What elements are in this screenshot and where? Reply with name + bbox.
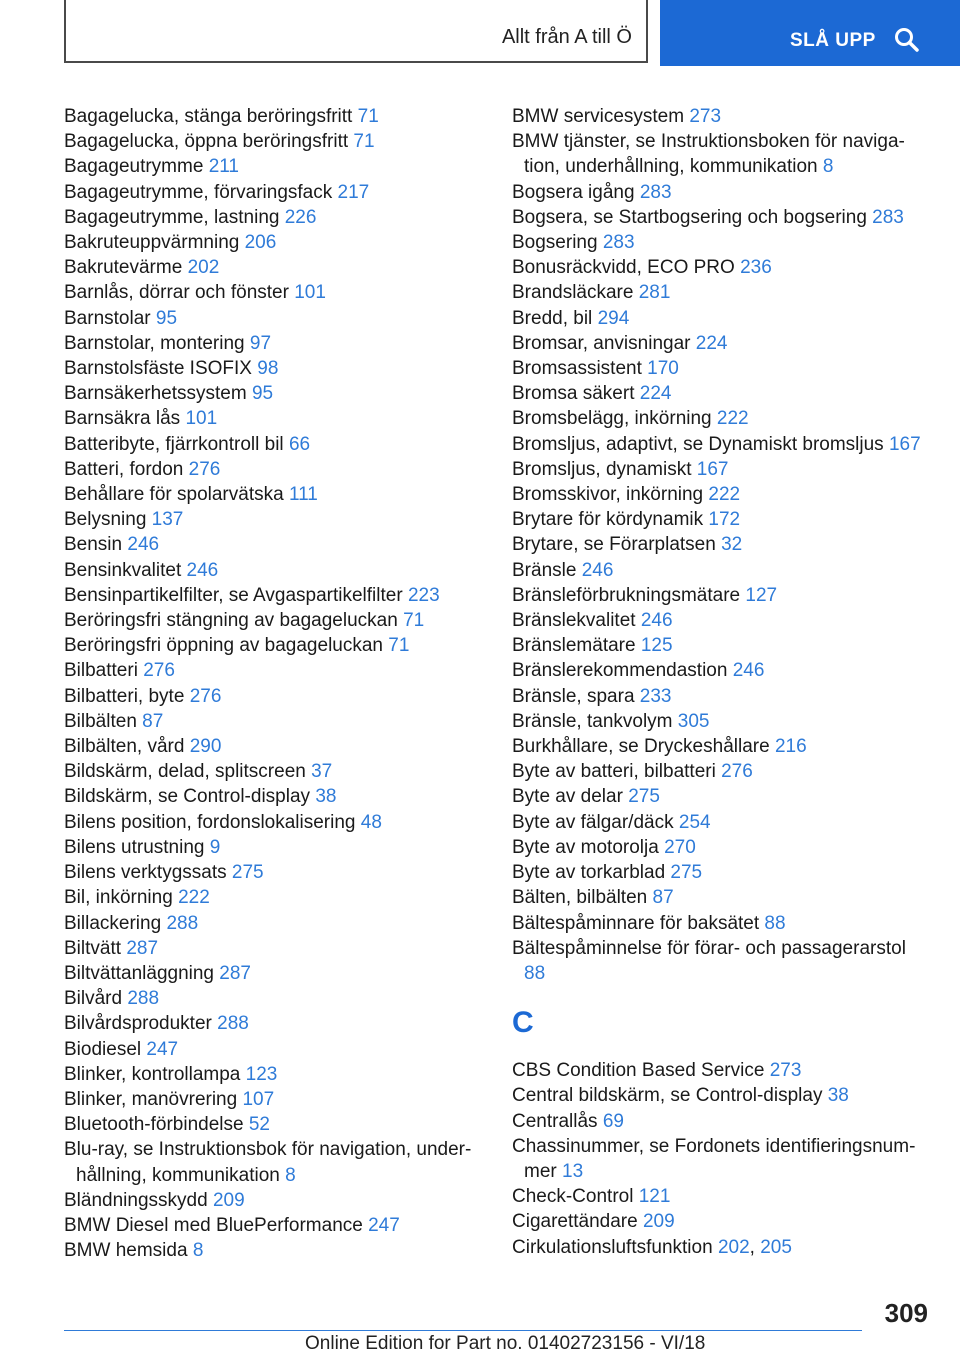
index-entry (64, 1137, 484, 1187)
index-entry (512, 734, 932, 759)
index-page-link[interactable]: 283 (602, 232, 635, 254)
index-entry (512, 1058, 932, 1083)
index-entry-term: Bonusräckvidd, ECO PRO (512, 257, 735, 279)
index-entry (512, 684, 932, 709)
index-page-link[interactable]: 167 (696, 458, 729, 480)
index-page-link[interactable]: 98 (257, 358, 279, 380)
index-page-link[interactable]: 226 (284, 206, 317, 228)
index-entry (64, 734, 484, 759)
index-entry (512, 457, 932, 482)
index-entry-term: Biltvättanläggning (64, 962, 214, 984)
index-page-link[interactable]: 32 (721, 534, 743, 556)
index-entry: Cirkulationsluftsfunktion 202, 205 (512, 1236, 792, 1258)
index-entry (64, 759, 484, 784)
index-page-link[interactable]: 123 (245, 1063, 278, 1085)
index-page-link[interactable]: 202 (717, 1236, 750, 1258)
index-page-link[interactable]: 205 (760, 1236, 792, 1258)
page-number: 309 (884, 1298, 928, 1328)
index-entry (512, 1209, 932, 1234)
index-entry-term: Bilbatteri, byte (64, 685, 185, 707)
index-entry (64, 784, 484, 809)
index-entry-term: Byte av motorolja (512, 836, 659, 858)
index-entry (64, 961, 484, 986)
index-page-link[interactable]: 209 (642, 1211, 675, 1233)
index-entry (512, 936, 932, 986)
index-entry (64, 1112, 484, 1137)
index-page-link[interactable]: 236 (740, 257, 772, 279)
index-entry (512, 129, 932, 179)
index-page-link[interactable]: 288 (217, 1013, 249, 1035)
index-entry (64, 205, 484, 230)
index-entry (64, 230, 484, 255)
index-entry-term: Bogsera igång (512, 181, 635, 203)
index-page-link[interactable]: 276 (721, 761, 753, 783)
index-entry-term: Central bildskärm, se Control-display (512, 1085, 823, 1107)
index-entry (512, 784, 932, 809)
lookup-button[interactable] (660, 0, 960, 66)
index-entry-term: Bromsljus, dynamiskt (512, 458, 692, 480)
index-entry (512, 759, 932, 784)
index-entry-term: Bensin (64, 534, 123, 556)
footer-divider (64, 1330, 862, 1331)
index-entry (512, 1083, 932, 1108)
index-page-link[interactable]: 170 (647, 358, 679, 380)
index-entry-term: Centrallås (512, 1110, 598, 1132)
index-entry-term: Biodiesel (64, 1038, 142, 1060)
index-entry-term: Batteri, fordon (64, 458, 184, 480)
index-entry (64, 633, 484, 658)
index-entry (64, 583, 484, 608)
index-entry-term: Bromsar, anvisningar (512, 332, 691, 354)
index-entry (64, 911, 484, 936)
index-page-link[interactable]: 37 (311, 761, 333, 783)
index-entry-term: Bogsera, se Startbogsering och bogsering (512, 206, 867, 228)
index-page-link[interactable]: 275 (670, 862, 703, 884)
index-page-link[interactable]: 283 (639, 181, 672, 203)
index-entry-term: Bränsle (512, 559, 577, 581)
index-page-link[interactable]: 206 (244, 232, 277, 254)
index-entry-term: Bagageutrymme, lastning (64, 206, 280, 228)
index-column-left (64, 104, 484, 1263)
index-page-link[interactable]: 8 (822, 156, 834, 178)
index-entry-term: Bensinkvalitet (64, 559, 182, 581)
index-entry (512, 205, 932, 230)
index-page-link[interactable]: 254 (678, 811, 711, 833)
index-entry-term: Bildskärm, se Control-display (64, 786, 311, 808)
index-entry (512, 406, 932, 431)
index-entry (512, 558, 932, 583)
index-entry-term: Bildskärm, delad, splitscreen (64, 761, 306, 783)
index-page-link[interactable]: 101 (185, 408, 218, 430)
index-page-link[interactable]: 275 (628, 786, 660, 808)
index-entry (512, 860, 932, 885)
index-entry (64, 885, 484, 910)
index-page-link[interactable]: 71 (403, 610, 425, 632)
index-entry-term: Beröringsfri öppning av bagageluckan (64, 635, 383, 657)
index-entry-term: Bilens position, fordonslokalisering (64, 811, 356, 833)
index-entry (64, 936, 484, 961)
index-page-link[interactable]: 71 (388, 635, 410, 657)
index-entry-term: Bil, inkörning (64, 887, 173, 909)
index-entry-term: Bränsle, tankvolym (512, 710, 673, 732)
index-page-link[interactable]: 273 (689, 106, 722, 127)
index-entry (64, 331, 484, 356)
index-entry (64, 129, 484, 154)
index-entry-term: Bilbälten, vård (64, 736, 185, 758)
index-entry-term: Blinker, kontrollampa (64, 1063, 241, 1085)
index-entry-term: Bensinpartikelfilter, se Avgaspartikelfilter (64, 584, 403, 606)
index-entry (512, 658, 932, 683)
index-page-link[interactable]: 222 (708, 484, 741, 506)
index-entry-term: Behållare för spolarvätska (64, 484, 284, 506)
index-entry-term: BMW hemsida (64, 1240, 188, 1262)
index-entry-term: Bilbälten (64, 710, 137, 732)
index-entry (64, 558, 484, 583)
index-entry (64, 482, 484, 507)
index-entry-term: Cigarettändare (512, 1211, 638, 1233)
index-page-link[interactable]: 246 (186, 559, 219, 581)
search-field-label: Allt från A till Ö (501, 26, 632, 48)
index-page-link[interactable]: 233 (639, 685, 672, 707)
index-page-link[interactable]: 246 (581, 559, 614, 581)
index-entry (64, 1213, 484, 1238)
index-page-link[interactable]: 121 (638, 1186, 671, 1208)
index-entry (512, 180, 932, 205)
index-page-link[interactable]: 270 (664, 836, 696, 858)
index-entry (512, 1184, 932, 1209)
index-page-link[interactable]: 246 (640, 610, 673, 632)
index-entry-term: Barnsäkra lås (64, 408, 181, 430)
index-entry (64, 1037, 484, 1062)
index-entry-term: CBS Condition Based Service (512, 1060, 765, 1082)
index-entry (512, 381, 932, 406)
index-entry (512, 230, 932, 255)
index-entry (64, 280, 484, 305)
index-page-link[interactable]: 216 (774, 736, 807, 758)
index-entry-term: Bagagelucka, stänga beröringsfritt (64, 106, 353, 127)
index-entry-term: Barnstolsfäste ISOFIX (64, 358, 252, 380)
index-section-c (512, 1058, 932, 1260)
index-entry (512, 532, 932, 557)
index-search-field[interactable] (64, 0, 648, 63)
index-entry (64, 154, 484, 179)
index-entry (64, 1238, 484, 1263)
index-page-link[interactable]: 202 (187, 257, 220, 279)
index-entry-term: Check-Control (512, 1186, 634, 1208)
index-page-link[interactable]: 247 (146, 1038, 179, 1060)
index-entry (64, 986, 484, 1011)
index-page-link[interactable]: 52 (248, 1114, 270, 1136)
index-entry-term: Brytare för kördynamik (512, 509, 704, 531)
index-entry (512, 280, 932, 305)
index-entry-term: Blinker, manövrering (64, 1088, 238, 1110)
index-page-link[interactable]: 127 (745, 584, 778, 606)
index-entry-term: Bredd, bil (512, 307, 593, 329)
index-entry (64, 180, 484, 205)
index-page-link[interactable]: 288 (127, 988, 160, 1010)
index-entry-term: Chassinummer, se Fordonets identifieringsnummer (512, 1135, 916, 1182)
index-page-link[interactable]: 101 (294, 282, 326, 304)
index-page-link[interactable]: 71 (353, 131, 375, 153)
index-entry (64, 658, 484, 683)
index-entry-term: Bromsljus, adaptivt, se Dynamiskt bromsljus (512, 433, 884, 455)
index-entry (64, 1011, 484, 1036)
index-entry-term: Byte av batteri, bilbatteri (512, 761, 716, 783)
index-entry (512, 255, 932, 280)
index-entry-term: Bluetooth-förbindelse (64, 1114, 244, 1136)
index-entry-term: Brytare, se Förarplatsen (512, 534, 716, 556)
index-entry-term: Bromsbelägg, inkörning (512, 408, 712, 430)
top-bar (0, 0, 960, 66)
index-entry-term: Byte av fälgar/däck (512, 811, 674, 833)
index-entry-term: Bälten, bilbälten (512, 887, 648, 909)
index-page-link[interactable]: 48 (360, 811, 382, 833)
index-page-link[interactable]: 9 (209, 836, 221, 858)
index-page-link[interactable]: 222 (716, 408, 749, 430)
index-entry-term: Bränsle, spara (512, 685, 635, 707)
search-icon (894, 27, 920, 53)
index-entry (64, 709, 484, 734)
index-page-link[interactable]: 88 (764, 912, 786, 934)
index-entry-term: Brandsläckare (512, 282, 634, 304)
index-entry-term: Bagageutrymme (64, 156, 204, 178)
index-entry-term: Biltvätt (64, 937, 122, 959)
index-page-link[interactable]: 273 (769, 1060, 802, 1082)
index-entry-term: Bilens verktygssats (64, 862, 227, 884)
index-entry-term: Bränslekvalitet (512, 610, 636, 632)
index-entry-term: Bakrutevärme (64, 257, 183, 279)
index-entry (512, 482, 932, 507)
index-entry (512, 608, 932, 633)
index-entry-term: BMW Diesel med BluePerformance (64, 1214, 363, 1236)
index-page-link[interactable]: 217 (337, 181, 370, 203)
index-entry (64, 356, 484, 381)
index-entry-term: Barnstolar (64, 307, 151, 329)
index-entry-term: Bilens utrustning (64, 836, 205, 858)
index-entry (512, 709, 932, 734)
index-page-link[interactable]: 95 (155, 307, 178, 329)
index-entry-term: Belysning (64, 509, 147, 531)
index-page-link[interactable]: 287 (219, 962, 251, 984)
index-entry-term: Bränslemätare (512, 635, 636, 657)
index-entry (512, 432, 932, 457)
index-entry-term: Billackering (64, 912, 162, 934)
index-entry-term: Bältespåminnare för baksätet (512, 912, 760, 934)
index-entry (512, 633, 932, 658)
index-page-link[interactable]: 71 (357, 106, 379, 127)
index-entry-term: Bländningsskydd (64, 1189, 208, 1211)
index-page-link[interactable]: 172 (708, 509, 741, 531)
index-entry-term: Byte av delar (512, 786, 623, 808)
index-page-link[interactable]: 290 (189, 736, 222, 758)
index-entry (64, 381, 484, 406)
index-entry-term: BMW servicesystem (512, 106, 685, 127)
index-page-link[interactable]: 287 (126, 937, 159, 959)
index-page-link[interactable]: 283 (872, 206, 904, 228)
index-entry-term: Bogsering (512, 232, 598, 254)
index-entry (512, 810, 932, 835)
index-page-link[interactable]: 8 (192, 1240, 204, 1262)
index-entry-term: Barnstolar, montering (64, 332, 245, 354)
index-page-link[interactable]: 13 (562, 1160, 584, 1182)
index-section-b-continued (512, 104, 932, 986)
index-page-link[interactable]: 107 (242, 1088, 275, 1110)
index-entry-term: Bränsleförbrukningsmätare (512, 584, 741, 606)
index-entry-term: Batteribyte, fjärrkontroll bil (64, 433, 284, 455)
index-entry-term: Beröringsfri stängning av bagageluckan (64, 610, 398, 632)
index-entry (64, 608, 484, 633)
index-entry (64, 255, 484, 280)
index-entry (512, 331, 932, 356)
index-entry-term: Bakruteuppvärmning (64, 232, 240, 254)
index-entry (512, 835, 932, 860)
index-page-link[interactable]: 167 (888, 433, 921, 455)
index-page-link[interactable]: 288 (166, 912, 199, 934)
index-entry (64, 835, 484, 860)
footer-edition: Online Edition for Part no. 01402723156 - VI/18 (305, 1333, 706, 1354)
index-entry (64, 457, 484, 482)
index-entry-term: Blu-ray, se Instruktionsbok för navigation, underhållning, kommunikation (64, 1139, 472, 1186)
index-entry (512, 507, 932, 532)
index-page-link[interactable]: 111 (288, 484, 318, 506)
index-entry (64, 684, 484, 709)
index-page-link[interactable]: 8 (285, 1164, 296, 1186)
index-page-link[interactable]: 247 (368, 1214, 400, 1236)
index-entry-term: Barnlås, dörrar och fönster (64, 282, 289, 304)
index-entry (64, 406, 484, 431)
index-entry (64, 104, 484, 129)
index-page-link[interactable]: 224 (639, 383, 672, 405)
index-entry-term: Bilvård (64, 988, 123, 1010)
index-entry-term: Cirkulationsluftsfunktion (512, 1236, 713, 1258)
index-entry-term: BMW tjänster, se Instruktionsboken för navigation, underhållning, kommunikation (512, 131, 905, 178)
index-entry (64, 432, 484, 457)
index-page-link[interactable]: 69 (602, 1110, 624, 1132)
index-page-link[interactable]: 305 (677, 710, 710, 732)
lookup-button-label: SLÅ UPP (790, 30, 876, 51)
index-entry (64, 1188, 484, 1213)
index-letter-heading: C (512, 1006, 534, 1040)
index-entry-term: Barnsäkerhetssystem (64, 383, 247, 405)
index-entry (512, 306, 932, 331)
index-page-link[interactable]: 211 (208, 156, 239, 178)
index-entry (64, 507, 484, 532)
index-page-link[interactable]: 223 (407, 584, 440, 606)
index-entry-term: Bränslerekommendastion (512, 660, 728, 682)
index-page-link[interactable]: 281 (638, 282, 671, 304)
index-page-link[interactable]: 87 (652, 887, 674, 909)
index-page-link[interactable]: 95 (251, 383, 274, 405)
index-page-link[interactable]: 88 (524, 962, 546, 984)
index-entry (64, 810, 484, 835)
index-page-link[interactable]: 276 (189, 685, 222, 707)
footer (305, 1333, 705, 1355)
index-column-right (512, 104, 932, 1260)
index-entry (512, 885, 932, 910)
index-entry (64, 532, 484, 557)
index-entry-term: Byte av torkarblad (512, 862, 666, 884)
index-page-link[interactable]: 276 (143, 660, 175, 682)
index-entry (64, 1087, 484, 1112)
index-page-link[interactable]: 275 (231, 862, 264, 884)
index-entry-term: Bagagelucka, öppna beröringsfritt (64, 131, 349, 153)
index-entry (512, 911, 932, 936)
index-entry (512, 583, 932, 608)
index-entry (512, 356, 932, 381)
index-entry-term: Bilbatteri (64, 660, 138, 682)
index-page-link[interactable]: 224 (695, 332, 728, 354)
index-page-link[interactable]: 38 (827, 1085, 849, 1107)
index-entry (64, 306, 484, 331)
index-entry-term: Bromsskivor, inkörning (512, 484, 704, 506)
index-entry (512, 1134, 932, 1184)
index-entry-term: Burkhållare, se Dryckeshållare (512, 736, 770, 758)
index-page-link[interactable]: 276 (188, 458, 221, 480)
index-page-link[interactable]: 222 (178, 887, 210, 909)
index-page-link[interactable]: 87 (142, 710, 164, 732)
index-entry-term: Bältespåminnelse för förar- och passagerarstol (512, 937, 906, 959)
index-entry-term: Bilvårdsprodukter (64, 1013, 212, 1035)
index-page-link[interactable]: 97 (249, 332, 272, 354)
index-entry (64, 860, 484, 885)
index-entry-term: Bagageutrymme, förvaringsfack (64, 181, 333, 203)
index-page-link[interactable]: 125 (640, 635, 673, 657)
index-page-link[interactable]: 209 (212, 1189, 245, 1211)
index-page-link[interactable]: 246 (732, 660, 765, 682)
index-entry-term: Bromsassistent (512, 358, 642, 380)
index-page-link[interactable]: 294 (597, 307, 630, 329)
index-entry-term: Bromsa säkert (512, 383, 635, 405)
index-entry (512, 1109, 932, 1134)
index-entry (64, 1062, 484, 1087)
index-entry (512, 104, 932, 129)
index-page-link[interactable]: 137 (151, 509, 184, 531)
index-page-link[interactable]: 246 (127, 534, 160, 556)
index-page-link[interactable]: 38 (315, 786, 337, 808)
index-page-link[interactable]: 66 (288, 433, 311, 455)
